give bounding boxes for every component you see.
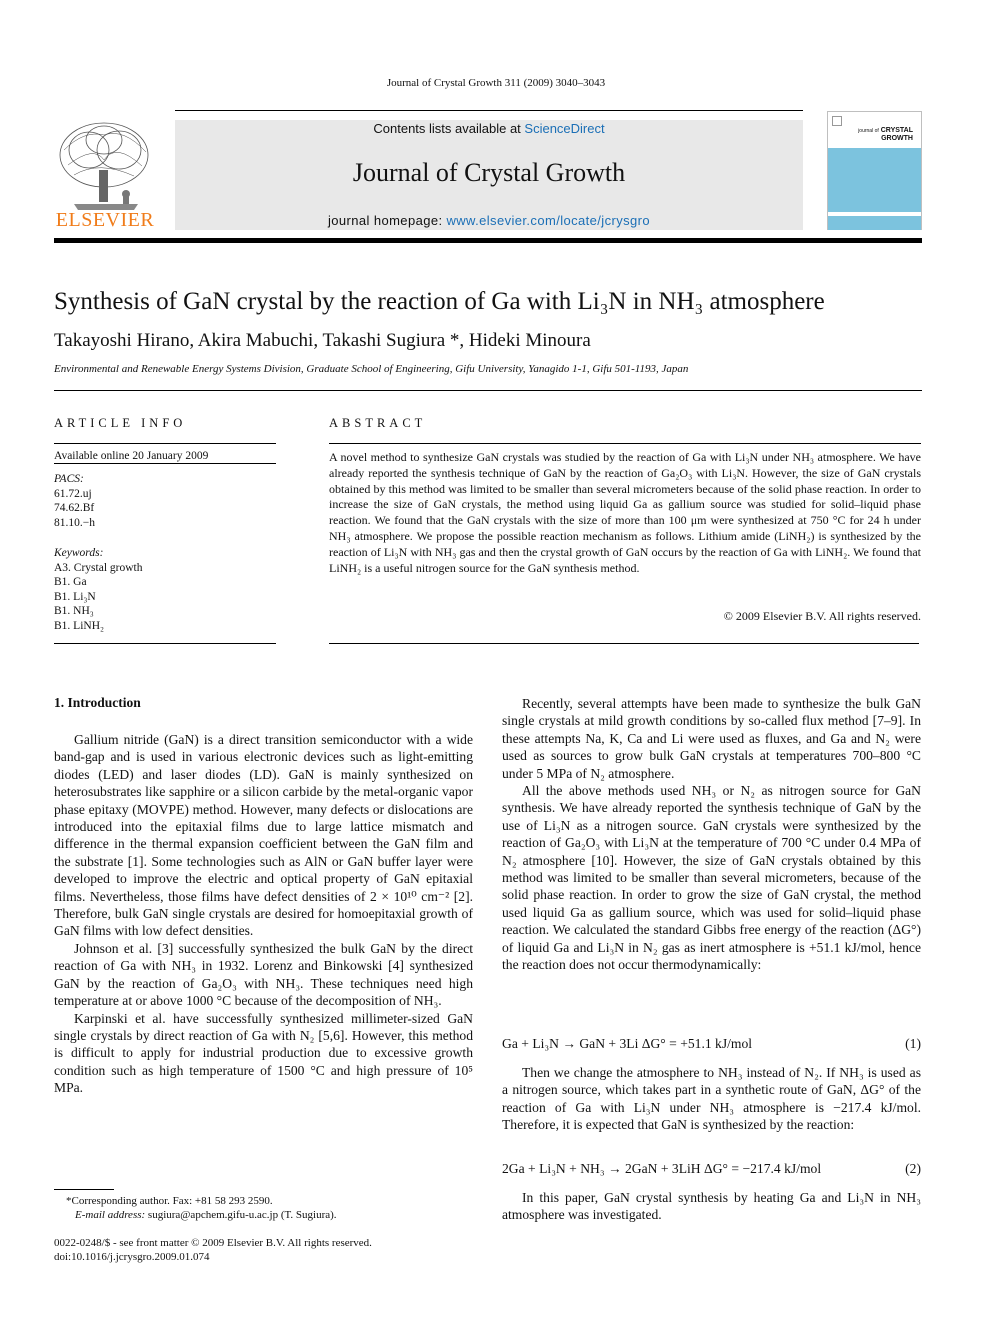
equation-number: (1) [905, 1036, 921, 1051]
affiliation: Environmental and Renewable Energy Systems Division, Graduate School of Engineering, Gifu University, Yanagido 1-1, Gifu 501-1193, Japan [54, 363, 689, 375]
pacs-block [54, 472, 276, 530]
equation-text: 2Ga + Li₃N + NH₃ → 2GaN + 3LiH ΔG° = −217.4 kJ/mol [502, 1161, 822, 1176]
paragraph: Then we change the atmosphere to NH₃ instead of N₂. If NH₃ is used as a nitrogen source, which takes part in a synthetic route of GaN, ΔG° of the reaction of Ga with Li₃N under NH₃ atmosphere is −217.4 kJ/mol. Therefore, it is expected that GaN is synthesized by the reaction: [502, 1065, 921, 1133]
equation-number: (2) [905, 1161, 921, 1176]
sciencedirect-link[interactable]: ScienceDirect [524, 121, 605, 136]
keyword: B1. LiNH₂ [54, 619, 105, 632]
corresponding-author: *Corresponding author. Fax: +81 58 293 2590. [66, 1195, 273, 1207]
keyword: B1. Li₃N [54, 590, 96, 603]
article-info-heading: ARTICLE INFO [54, 416, 187, 430]
homepage-prefix: journal homepage: [327, 213, 447, 228]
paragraph: Recently, several attempts have been made to synthesize the bulk GaN single crystals at mild growth conditions by so-called flux method [7–9]. In these attempts Na, K, Ca and Li were used as fluxes, and Ga and N₂ were used as sources to grow bulk GaN crystals at temperatures 700–800 °C under 5 MPa of N₂ atmosphere. [502, 696, 921, 781]
email-address[interactable]: sugiura@apchem.gifu-u.ac.jp (T. Sugiura). [147, 1209, 337, 1221]
contents-prefix: Contents lists available at [373, 121, 525, 136]
doi-line[interactable]: doi:10.1016/j.jcrysgro.2009.01.074 [54, 1251, 210, 1263]
section-heading-introduction: 1. Introduction [54, 695, 141, 710]
equation-2 [502, 1161, 921, 1177]
abstract-text: A novel method to synthesize GaN crystals was studied by the reaction of Ga with Li₃N under NH₃ atmosphere. We have already reported the synthesis technique of GaN by the reaction of Ga₂O₃ with Li₃N. However, the size of GaN crystals obtained by this method was limited to be smaller than several micrometers because of the solid phase reaction. In order to increase the size of GaN crystals, the method using liquid Ga as gallium source was studied for solid–liquid phase reaction. We found that the GaN crystals with the size of more than 100 μm were synthesized at 750 °C for 24 h under NH₃ atmosphere. We propose the possible reaction mechanism as follows. Lithium amide (LiNH₂) is synthesized by the reaction of Li₃N with NH₃ gas and then the crystal growth of GaN occurs by the reaction of Ga with LiNH₂. We found that LiNH₂ is a useful nitrogen source for the GaN synthesis method. [329, 450, 921, 575]
contents-line [175, 121, 803, 136]
homepage-link[interactable]: www.elsevier.com/locate/jcrysgro [446, 213, 651, 228]
pacs-code: 81.10.−h [54, 516, 95, 529]
email-line [75, 1208, 337, 1222]
article-title: Synthesis of GaN crystal by the reaction of Ga with Li₃N in NH₃ atmosphere [54, 288, 825, 315]
journal-cover [827, 111, 922, 230]
tree-icon [54, 120, 156, 212]
keywords-label: Keywords: [54, 547, 104, 559]
journal-title: Journal of Crystal Growth [352, 158, 626, 187]
paragraph: Karpinski et al. have successfully synthesized millimeter-sized GaN single crystals by direct reaction of Ga with N₂ [5,6]. However, this method is difficult to apply for industrial production due to excessive growth condition such as high temperature of 1500 °C and high pressure of 10⁵ MPa. [54, 1010, 473, 1096]
email-label: E-mail address: [75, 1209, 146, 1221]
cover-mark-icon [832, 116, 842, 126]
equation-text: Ga + Li₃N → GaN + 3Li ΔG° = +51.1 kJ/mol [502, 1036, 753, 1051]
equation-1 [502, 1036, 921, 1052]
journal-masthead [175, 120, 803, 230]
publisher-name: ELSEVIER [55, 209, 155, 231]
pacs-label: PACS: [54, 473, 84, 485]
elsevier-logo [54, 120, 156, 232]
header-thick-rule [54, 238, 922, 243]
keyword: A3. Crystal growth [54, 561, 143, 574]
abstract-heading: ABSTRACT [329, 416, 427, 430]
paragraph: In this paper, GaN crystal synthesis by heating Ga and Li₃N in NH₃ atmosphere was investigated. [502, 1190, 921, 1223]
paragraph: Johnson et al. [3] successfully synthesized the bulk GaN by the direct reaction of Ga with NH₃ in 1932. Lorenz and Binkowski [4] synthesized GaN by the reaction of Ga₂O₃ with NH₃. These techniques need high temperature at or above 1000 °C because of the decomposition of NH₃. [54, 940, 473, 1009]
pacs-code: 61.72.uj [54, 487, 92, 500]
paragraph: Gallium nitride (GaN) is a direct transition semiconductor with a wide band-gap and is used in various electronic devices such as light-emitting diodes (LED) and laser diodes (LD). GaN is mainly synthesized on heterosubstrates like sapphire or a silicon carbide by the metal-organic vapor phase epitaxy (MOVPE) method. However, many defects or dislocations are introduced into the epitaxial films due to large lattice mismatch and difference in the thermal expansion coefficient between the GaN film and the substrate [1]. Some technologies such as AlN or GaN buffer layer were developed to improve the electric and optical property of GaN epitaxial films. Nevertheless, those films have defect densities of 2 × 10¹⁰ cm⁻² [2]. Therefore, bulk GaN single crystals are desired for homoepitaxial growth of GaN films with low defect densities. [54, 732, 473, 939]
keywords-block [54, 546, 276, 633]
journal-homepage [175, 213, 803, 228]
keyword: B1. Ga [54, 576, 87, 588]
right-column-a [502, 695, 921, 974]
journal-citation: Journal of Crystal Growth 311 (2009) 3040–3043 [386, 77, 606, 89]
header-top-rule [175, 110, 803, 111]
title-rule [54, 390, 922, 391]
paragraph: All the above methods used NH₃ or N₂ as nitrogen source for GaN synthesis. We have already reported the synthesis technique of GaN by the use of Li₃N as a nitrogen source. GaN crystals were synthesized by the reaction of Ga₂O₃ with Li₃N at the temperature of 700 °C under 0.4 MPa of N₂ atmosphere [10]. However, the size of GaN crystals obtained by this method was limited to be smaller than several micrometers, because of the solid phase reaction. In order to grow the size of GaN crystal, the method used liquid Ga as gallium source, which was used for solid–liquid phase reaction. We calculated the standard Gibbs free energy of the reaction (ΔG°) of liquid Ga and Li₃N in N₂ gas as inert atmosphere is +51.1 kJ/mol, hence the reaction does not occur thermodynamically: [502, 783, 921, 973]
right-column-b [502, 1064, 921, 1134]
issn-line: 0022-0248/$ - see front matter © 2009 Elsevier B.V. All rights reserved. [54, 1237, 372, 1249]
available-online: Available online 20 January 2009 [54, 450, 209, 462]
keyword: B1. NH₃ [54, 605, 94, 617]
footnote-rule [54, 1189, 114, 1190]
cover-title: journal of CRYSTAL GROWTH [858, 127, 913, 142]
pacs-code: 74.62.Bf [54, 502, 95, 514]
left-column [54, 731, 473, 1097]
right-column-c [502, 1189, 921, 1224]
author-list: Takayoshi Hirano, Akira Mabuchi, Takashi Sugiura *, Hideki Minoura [54, 330, 591, 351]
copyright: © 2009 Elsevier B.V. All rights reserved. [723, 609, 921, 623]
